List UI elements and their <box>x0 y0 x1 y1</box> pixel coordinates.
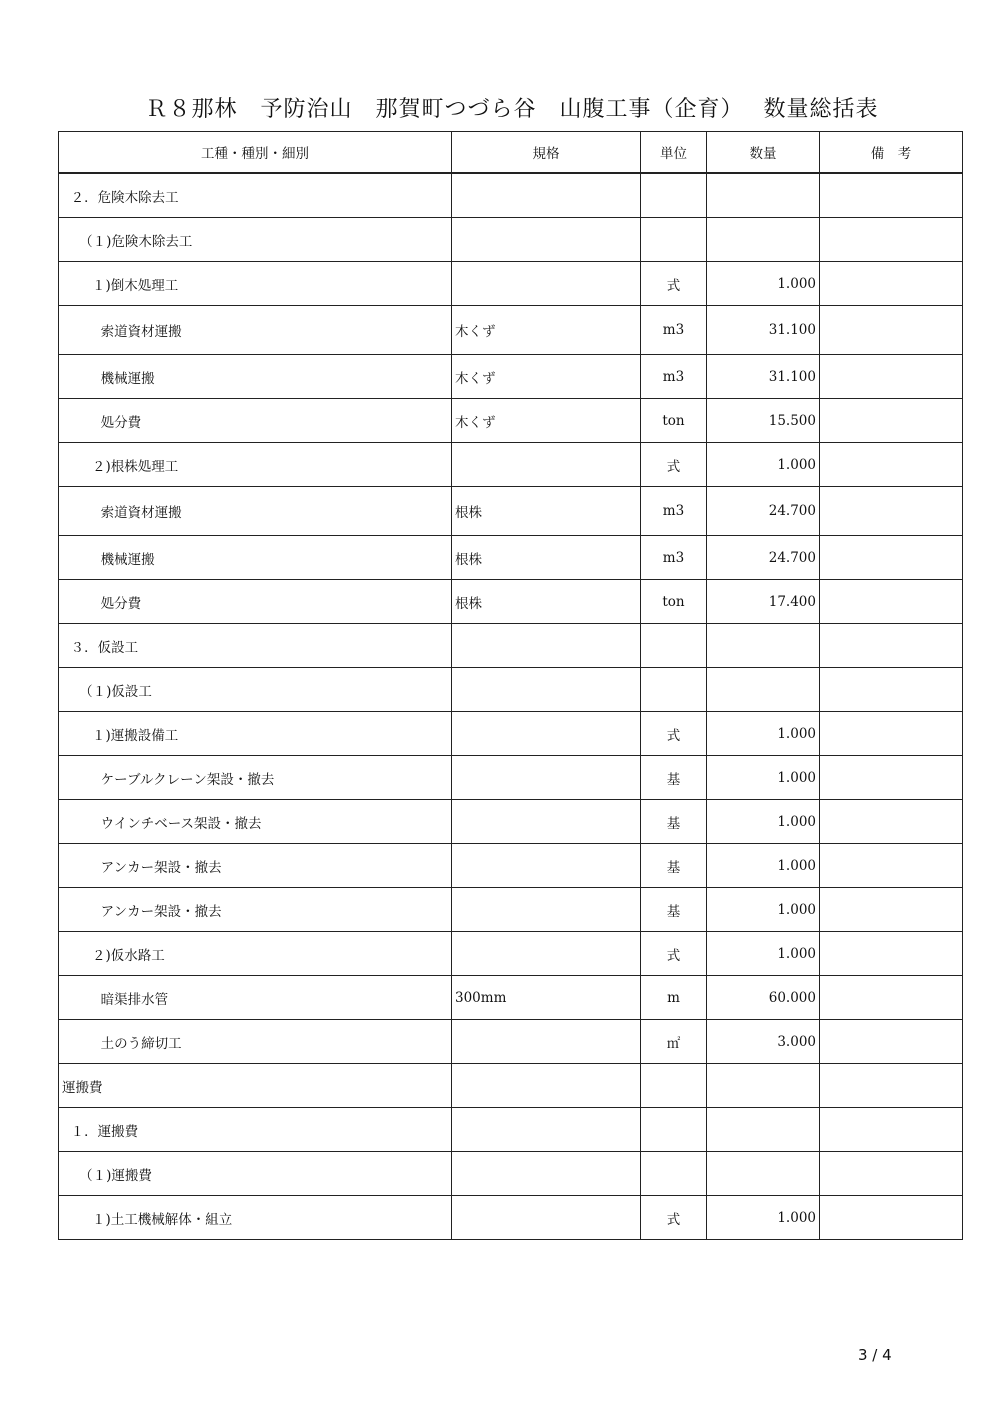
cell-quantity: 15.500 <box>707 399 820 443</box>
cell-remarks <box>820 399 963 443</box>
cell-quantity: 1.000 <box>707 443 820 487</box>
cell-unit: ton <box>641 399 707 443</box>
cell-spec: 木くず <box>452 306 641 355</box>
cell-work-type: 索道資材運搬 <box>59 306 452 355</box>
cell-unit: ton <box>641 580 707 624</box>
header-row <box>59 132 963 174</box>
cell-work-type: １)運搬設備工 <box>59 712 452 756</box>
cell-spec <box>452 1196 641 1240</box>
header-work-type: 工種・種別・細別 <box>59 132 452 174</box>
cell-unit <box>641 668 707 712</box>
cell-spec <box>452 1020 641 1064</box>
cell-work-type: 処分費 <box>59 399 452 443</box>
cell-work-type: 処分費 <box>59 580 452 624</box>
document-title: Ｒ８那林 予防治山 那賀町つづら谷 山腹工事（企育） 数量総括表 <box>145 97 879 122</box>
cell-work-type: （１)仮設工 <box>59 668 452 712</box>
page-number: 3 / 4 <box>858 1346 892 1364</box>
cell-spec <box>452 800 641 844</box>
cell-spec <box>452 218 641 262</box>
cell-spec <box>452 712 641 756</box>
cell-remarks <box>820 487 963 536</box>
cell-unit <box>641 624 707 668</box>
cell-unit: 式 <box>641 262 707 306</box>
cell-spec: 木くず <box>452 399 641 443</box>
cell-unit <box>641 1064 707 1108</box>
table-row <box>59 306 963 355</box>
cell-quantity <box>707 1108 820 1152</box>
cell-remarks <box>820 536 963 580</box>
table-row <box>59 173 963 218</box>
cell-spec <box>452 173 641 218</box>
cell-work-type: １)倒木処理工 <box>59 262 452 306</box>
cell-quantity: 1.000 <box>707 712 820 756</box>
table-row <box>59 624 963 668</box>
cell-remarks <box>820 712 963 756</box>
cell-work-type: アンカー架設・撤去 <box>59 888 452 932</box>
cell-work-type: 機械運搬 <box>59 536 452 580</box>
header-unit: 単位 <box>641 132 707 174</box>
cell-quantity: 1.000 <box>707 844 820 888</box>
cell-remarks <box>820 580 963 624</box>
cell-quantity <box>707 668 820 712</box>
cell-spec <box>452 932 641 976</box>
cell-unit: 基 <box>641 800 707 844</box>
cell-spec: 木くず <box>452 355 641 399</box>
cell-spec <box>452 844 641 888</box>
cell-remarks <box>820 306 963 355</box>
cell-unit <box>641 173 707 218</box>
cell-remarks <box>820 262 963 306</box>
cell-work-type: ２)仮水路工 <box>59 932 452 976</box>
cell-work-type: 索道資材運搬 <box>59 487 452 536</box>
cell-work-type: １．運搬費 <box>59 1108 452 1152</box>
cell-remarks <box>820 1108 963 1152</box>
header-spec: 規格 <box>452 132 641 174</box>
cell-work-type: ウインチベース架設・撤去 <box>59 800 452 844</box>
table-header <box>59 132 963 174</box>
cell-quantity: 1.000 <box>707 756 820 800</box>
cell-remarks <box>820 624 963 668</box>
cell-quantity: 1.000 <box>707 888 820 932</box>
cell-remarks <box>820 1064 963 1108</box>
cell-unit <box>641 1108 707 1152</box>
cell-remarks <box>820 888 963 932</box>
cell-quantity: 1.000 <box>707 932 820 976</box>
table-row <box>59 800 963 844</box>
table-row <box>59 1152 963 1196</box>
cell-quantity: 1.000 <box>707 1196 820 1240</box>
table-row <box>59 443 963 487</box>
cell-unit: 基 <box>641 888 707 932</box>
cell-quantity: 31.100 <box>707 355 820 399</box>
cell-work-type: 運搬費 <box>59 1064 452 1108</box>
cell-unit: ㎡ <box>641 1020 707 1064</box>
cell-unit: m3 <box>641 536 707 580</box>
table-row <box>59 932 963 976</box>
table-row <box>59 1020 963 1064</box>
cell-unit: 式 <box>641 712 707 756</box>
table-row <box>59 218 963 262</box>
cell-work-type: 土のう締切工 <box>59 1020 452 1064</box>
cell-spec: 300mm <box>452 976 641 1020</box>
cell-spec <box>452 443 641 487</box>
cell-spec: 根株 <box>452 487 641 536</box>
cell-quantity: 31.100 <box>707 306 820 355</box>
cell-quantity: 17.400 <box>707 580 820 624</box>
cell-remarks <box>820 355 963 399</box>
table-row <box>59 399 963 443</box>
table-row <box>59 712 963 756</box>
cell-spec: 根株 <box>452 536 641 580</box>
table-row <box>59 888 963 932</box>
cell-work-type: （１)危険木除去工 <box>59 218 452 262</box>
table-row <box>59 1196 963 1240</box>
table-row <box>59 756 963 800</box>
cell-work-type: 機械運搬 <box>59 355 452 399</box>
table-body <box>59 173 963 1240</box>
cell-unit: m3 <box>641 487 707 536</box>
cell-spec <box>452 888 641 932</box>
cell-unit: 基 <box>641 756 707 800</box>
cell-unit: m <box>641 976 707 1020</box>
table-row <box>59 536 963 580</box>
header-quantity: 数量 <box>707 132 820 174</box>
cell-work-type: 暗渠排水管 <box>59 976 452 1020</box>
cell-spec: 根株 <box>452 580 641 624</box>
table-row <box>59 668 963 712</box>
cell-remarks <box>820 756 963 800</box>
table-row <box>59 487 963 536</box>
cell-quantity: 24.700 <box>707 536 820 580</box>
cell-quantity: 24.700 <box>707 487 820 536</box>
cell-spec <box>452 624 641 668</box>
cell-spec <box>452 262 641 306</box>
cell-unit: m3 <box>641 355 707 399</box>
cell-work-type: ３．仮設工 <box>59 624 452 668</box>
cell-work-type: １)土工機械解体・組立 <box>59 1196 452 1240</box>
cell-unit: m3 <box>641 306 707 355</box>
cell-remarks <box>820 1196 963 1240</box>
quantity-summary-table <box>58 131 963 1240</box>
cell-unit: 基 <box>641 844 707 888</box>
cell-unit <box>641 218 707 262</box>
cell-remarks <box>820 800 963 844</box>
cell-remarks <box>820 932 963 976</box>
cell-work-type: ２)根株処理工 <box>59 443 452 487</box>
cell-quantity: 1.000 <box>707 262 820 306</box>
cell-remarks <box>820 668 963 712</box>
header-remarks: 備 考 <box>820 132 963 174</box>
cell-unit: 式 <box>641 1196 707 1240</box>
cell-work-type: ケーブルクレーン架設・撤去 <box>59 756 452 800</box>
cell-quantity: 1.000 <box>707 800 820 844</box>
table-row <box>59 355 963 399</box>
cell-spec <box>452 756 641 800</box>
cell-remarks <box>820 173 963 218</box>
cell-work-type: ２．危険木除去工 <box>59 173 452 218</box>
table-row <box>59 262 963 306</box>
cell-remarks <box>820 1152 963 1196</box>
cell-unit: 式 <box>641 443 707 487</box>
cell-quantity <box>707 218 820 262</box>
cell-quantity <box>707 173 820 218</box>
cell-unit <box>641 1152 707 1196</box>
cell-quantity <box>707 1064 820 1108</box>
table-row <box>59 580 963 624</box>
cell-remarks <box>820 443 963 487</box>
table-row <box>59 1108 963 1152</box>
table-row <box>59 1064 963 1108</box>
cell-remarks <box>820 218 963 262</box>
table-row <box>59 844 963 888</box>
cell-unit: 式 <box>641 932 707 976</box>
cell-spec <box>452 1108 641 1152</box>
cell-work-type: （１)運搬費 <box>59 1152 452 1196</box>
cell-remarks <box>820 1020 963 1064</box>
cell-spec <box>452 668 641 712</box>
cell-quantity <box>707 1152 820 1196</box>
cell-quantity <box>707 624 820 668</box>
cell-spec <box>452 1064 641 1108</box>
cell-quantity: 3.000 <box>707 1020 820 1064</box>
cell-work-type: アンカー架設・撤去 <box>59 844 452 888</box>
cell-spec <box>452 1152 641 1196</box>
cell-remarks <box>820 844 963 888</box>
cell-remarks <box>820 976 963 1020</box>
table-row <box>59 976 963 1020</box>
cell-quantity: 60.000 <box>707 976 820 1020</box>
